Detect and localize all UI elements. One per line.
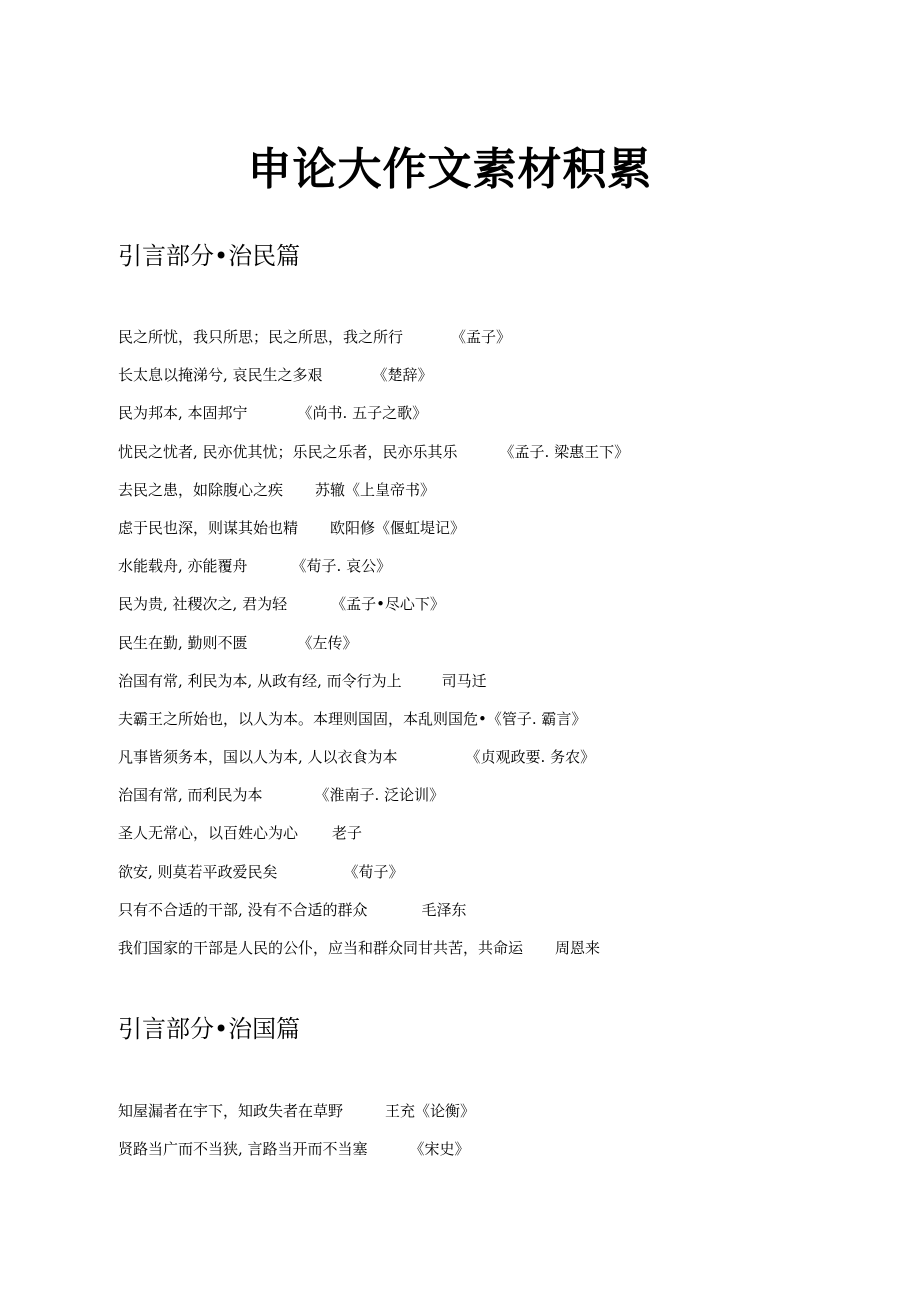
quote-source: 周恩来 xyxy=(555,939,601,957)
quote-text: 民为邦本, 本固邦宁 xyxy=(118,404,248,423)
quote-text: 圣人无常心，以百姓心为心 xyxy=(118,824,299,843)
quote-text: 治国有常, 利民为本, 从政有经, 而令行为上 xyxy=(118,671,402,690)
quote-entry xyxy=(118,738,629,776)
quote-text: 民为贵, 社稷次之, 君为轻 xyxy=(118,595,288,614)
quote-source: 《孟子•尽心下》 xyxy=(331,595,445,614)
quote-entry xyxy=(118,700,629,738)
quote-source: 《荀子》 xyxy=(343,862,404,881)
section-heading-governing-people: 引言部分•治民篇 xyxy=(118,242,301,270)
quote-text: 民之所忧，我只所思；民之所思，我之所行 xyxy=(118,328,404,346)
quote-entry xyxy=(118,471,629,509)
quote-entry xyxy=(118,318,629,356)
quote-text: 水能载舟, 亦能覆舟 xyxy=(118,557,248,576)
quote-text: 我们国家的干部是人民的公仆，应当和群众同甘共苦，共命运 xyxy=(118,939,524,957)
quote-source: 《淮南子. 泛论训》 xyxy=(314,786,445,805)
quote-source: 司马迁 xyxy=(441,671,487,690)
quote-text: 长太息以掩涕兮, 哀民生之多艰 xyxy=(118,366,323,385)
quote-source: 欧阳修《偃虹堤记》 xyxy=(330,518,466,537)
quote-entry xyxy=(118,394,629,432)
quote-source: 王充《论衡》 xyxy=(385,1102,476,1120)
quote-entry xyxy=(118,585,629,623)
quote-entry xyxy=(118,929,629,967)
quote-entry xyxy=(118,891,629,929)
quote-text: 治国有常, 而利民为本 xyxy=(118,786,263,805)
quote-source: 《左传》 xyxy=(297,633,358,652)
quote-text: 民生在勤, 勤则不匮 xyxy=(118,633,248,652)
quote-source: 《宋史》 xyxy=(409,1140,470,1159)
quote-entry xyxy=(118,814,629,852)
quote-entry xyxy=(118,624,629,662)
quote-text: 只有不合适的干部, 没有不合适的群众 xyxy=(118,900,368,919)
quote-list-governing-state xyxy=(118,1092,475,1168)
quote-text: 欲安, 则莫若平政爱民矣 xyxy=(118,862,278,881)
quote-entry xyxy=(118,1092,475,1130)
quote-text: 虑于民也深，则谋其始也精 xyxy=(118,518,299,537)
section-heading-governing-state: 引言部分•治国篇 xyxy=(118,1015,301,1043)
quote-source: 老子 xyxy=(332,824,363,843)
quote-source: 毛泽东 xyxy=(421,900,467,919)
quote-text: 凡事皆须务本，国以人为本, 人以衣食为本 xyxy=(118,748,398,767)
quote-source: 《荀子. 哀公》 xyxy=(291,557,392,576)
quote-entry xyxy=(118,776,629,814)
quote-source: 苏辙《上皇帝书》 xyxy=(315,480,436,499)
quote-text: 夫霸王之所始也，以人为本。本理则国固，本乱则国危• xyxy=(118,709,487,728)
quote-source: 《贞观政要. 务农》 xyxy=(465,748,596,767)
quote-text: 忧民之忧者, 民亦优其忧；乐民之乐者，民亦乐其乐 xyxy=(118,442,458,461)
quote-source: 《孟子》 xyxy=(451,328,512,346)
quote-text: 去民之患，如除腹心之疾 xyxy=(118,480,284,499)
quote-text: 知屋漏者在宇下，知政失者在草野 xyxy=(118,1102,344,1120)
quote-list-governing-people xyxy=(118,318,629,967)
quote-entry xyxy=(118,853,629,891)
quote-entry xyxy=(118,547,629,585)
quote-source: 《楚辞》 xyxy=(372,366,433,385)
quote-text: 贤路当广而不当狭, 言路当开而不当塞 xyxy=(118,1140,368,1159)
quote-entry xyxy=(118,1130,475,1168)
quote-entry xyxy=(118,662,629,700)
quote-source: 《管子. 霸言》 xyxy=(486,709,587,728)
quote-entry xyxy=(118,433,629,471)
quote-source: 《孟子. 梁惠王下》 xyxy=(499,442,630,461)
document-title: 申论大作文素材积累 xyxy=(247,144,653,195)
quote-entry xyxy=(118,509,629,547)
quote-source: 《尚书. 五子之歌》 xyxy=(297,404,428,423)
quote-entry xyxy=(118,356,629,394)
